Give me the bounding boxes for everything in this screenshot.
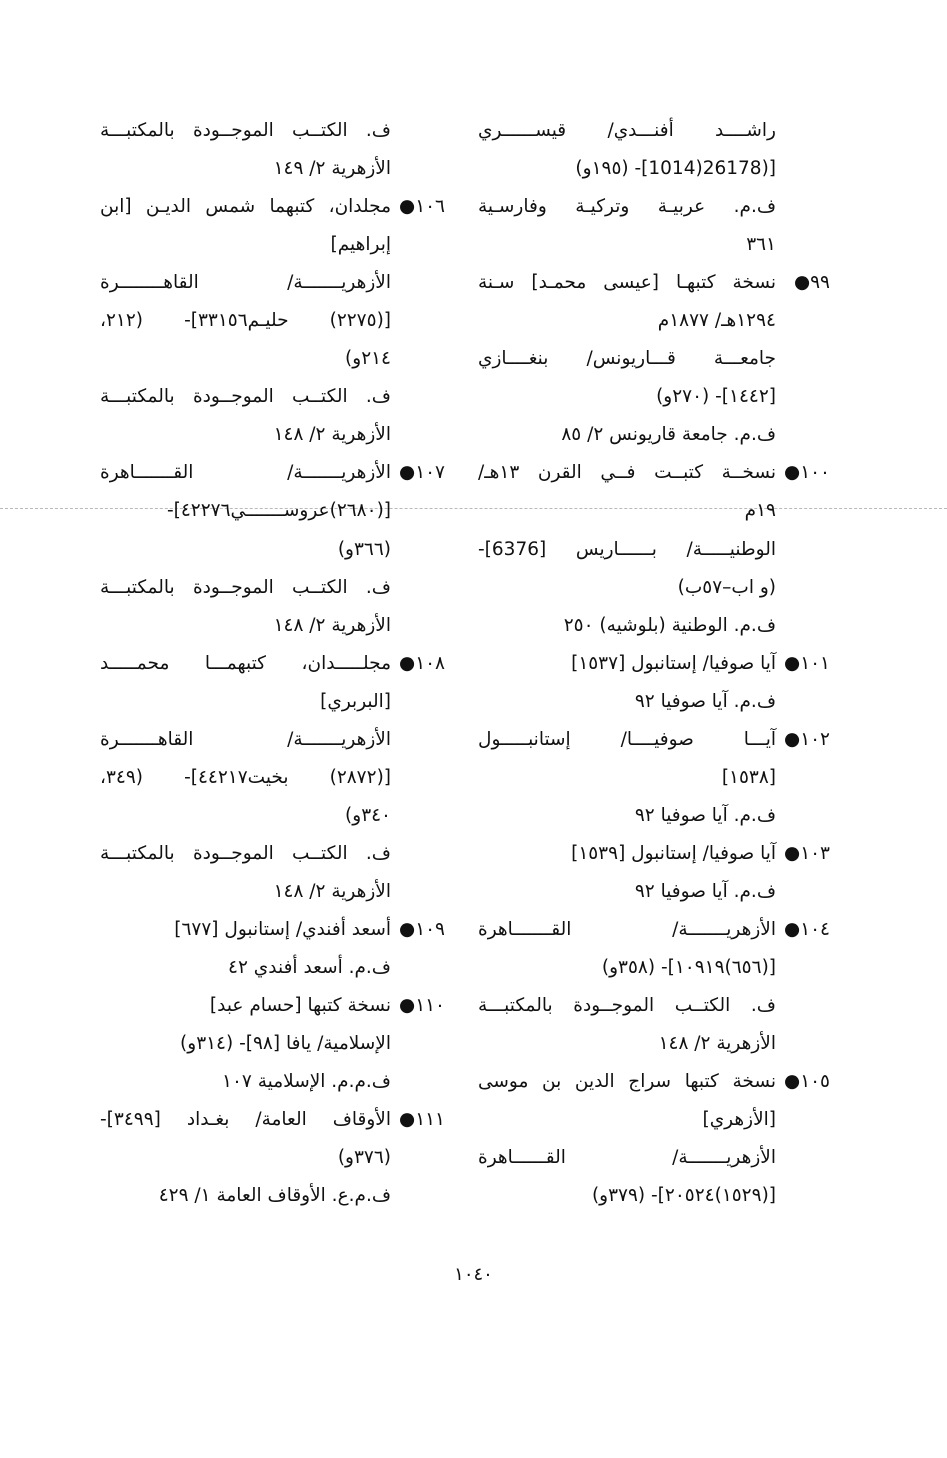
entry-line: الأزهرية ٢/ ١٤٨ bbox=[273, 880, 391, 902]
entry-line: ف.م. آيا صوفيا ٩٢ bbox=[634, 690, 776, 712]
entry-line: ف.م. الوطنية (بلوشيه) ٢٥٠ bbox=[563, 614, 776, 636]
entry-line: راشــــد أفنـــدي/ قيســــــري bbox=[478, 120, 776, 141]
entry-line: ف. الكتــب الموجــودة بالمكتبـــة bbox=[100, 576, 391, 598]
entry-number: ١٠٣● bbox=[784, 842, 830, 864]
entry-line: ف. الكتــب الموجــودة بالمكتبـــة bbox=[100, 386, 391, 408]
entry-line: ف. الكتــب الموجــودة بالمكتبـــة bbox=[478, 995, 776, 1017]
entry-text: آيـــا صوفيــــا/ إستانبـــــول bbox=[478, 728, 776, 750]
entry-line: ف. الكتــب الموجــودة بالمكتبـــة bbox=[100, 842, 391, 864]
entry-number: ١١١● bbox=[391, 1109, 445, 1131]
entry-line: الأزهريـــــــة/ القاهــــــــرة bbox=[100, 272, 391, 294]
entry-number: ١٠٨● bbox=[391, 652, 445, 674]
entry-text: الأزهريـــــــة/ القـــــــاهرة bbox=[100, 462, 391, 484]
entry-line: ١٩م bbox=[744, 500, 776, 522]
entry-line: ف.م. جامعة قاريونس ٢/ ٨٥ bbox=[561, 424, 776, 446]
entry-line: (و اب–٥٧ب) bbox=[677, 576, 776, 598]
entry-line: ١٢٩٤هـ/ ١٨٧٧م bbox=[657, 310, 776, 332]
entry-first-line bbox=[478, 454, 830, 492]
entry-line: الأزهرية ٢/ ١٤٨ bbox=[273, 424, 391, 446]
entry-line: (٣٧٦و) bbox=[337, 1147, 391, 1169]
entry-first-line bbox=[478, 1063, 830, 1101]
entry-line: ف.م.ع. الأوقاف العامة ١/ ٤٢٩ bbox=[158, 1185, 391, 1207]
entry-text: مجلدان، كتبهما شمس الديـن [ابن bbox=[100, 196, 391, 218]
entry-line: (٣٦٦و) bbox=[337, 538, 391, 560]
entry-line: [(١٥٢٩)٢٠٥٢٤]- (٣٧٩و) bbox=[591, 1185, 776, 1207]
entry-line: ف.م. عربيـة وتركيـة وفارسـية bbox=[478, 196, 776, 218]
entry-text: نسخــة كتبــت فــي القرن ١٣هـ/ bbox=[478, 462, 776, 484]
entry-text: الأوقاف العامة/ بغـداد [٣٤٩٩]- bbox=[100, 1109, 391, 1131]
entry-number: ١٠٧● bbox=[391, 462, 445, 484]
entry-text: آيا صوفيا/ إستانبول [١٥٣٩] bbox=[571, 842, 776, 864]
entry-line: ف.م. أسعد أفندي ٤٢ bbox=[228, 957, 391, 979]
entry-line: [١٤٤٢]- (٢٧٠و) bbox=[656, 386, 776, 408]
entry-line: الوطنيـــــة/ بــــــاريس [6376]- bbox=[478, 538, 776, 560]
entry-text: نسخة كتبها [حسام عبد] bbox=[209, 995, 391, 1017]
entry-first-line bbox=[100, 1101, 445, 1139]
entry-number: ١٠٢● bbox=[776, 728, 830, 750]
entry-text: نسخة كتبهـا [عيسى محمـد] سـنة bbox=[478, 272, 776, 294]
entry-number: ١٠٠● bbox=[776, 462, 830, 484]
entry-first-line bbox=[478, 911, 830, 949]
entry-first-line bbox=[100, 987, 445, 1025]
entry-first-line bbox=[478, 264, 830, 302]
entry-number: ١٠٩● bbox=[399, 918, 445, 940]
entry-line: ف.م. آيا صوفيا ٩٢ bbox=[634, 804, 776, 826]
entry-number: ١٠٥● bbox=[776, 1071, 830, 1093]
entry-line: [(٢٢٧٥) حليـم٣٣١٥٦]- (٢١٢، bbox=[100, 310, 391, 332]
entry-line: [(26178(1014]- (١٩٥و) bbox=[575, 158, 776, 180]
entry-first-line bbox=[478, 721, 830, 759]
entry-first-line bbox=[478, 835, 830, 873]
entry-text: الأزهريـــــــة/ القـــــــاهرة bbox=[478, 918, 776, 940]
entry-line: ٢١٤و) bbox=[345, 348, 391, 370]
entry-text: مجلـــــدان، كتبهمـــا محمـــــد bbox=[100, 652, 391, 674]
entry-line: الأزهرية ٢/ ١٤٨ bbox=[658, 1033, 776, 1055]
entry-line: الأزهريـــــــة/ القاهـــــــرة bbox=[100, 728, 391, 750]
entry-line: [(٦٥٦)١٠٩١٩]- (٣٥٨و) bbox=[601, 957, 776, 979]
entry-line: [(٢٦٨٠)عروســـــــي٤٢٢٧٦]- bbox=[166, 500, 391, 522]
entry-line: [الأزهري] bbox=[702, 1109, 776, 1131]
right-text-column bbox=[478, 112, 830, 1215]
entry-first-line bbox=[100, 454, 445, 492]
page-number: ١٠٤٠ bbox=[454, 1264, 493, 1285]
entry-line: ٣٤٠و) bbox=[345, 804, 391, 826]
entry-first-line bbox=[478, 645, 830, 683]
entry-line: ف.م.م. الإسلامية ١٠٧ bbox=[222, 1071, 391, 1093]
entry-line: الأزهرية ٢/ ١٤٩ bbox=[273, 158, 391, 180]
entry-number: ٩٩● bbox=[776, 272, 830, 294]
entry-line: [البربري] bbox=[320, 690, 391, 712]
entry-line: [١٥٣٨] bbox=[721, 766, 776, 788]
entry-text: نسخة كتبها سراج الدين بن موسى bbox=[478, 1071, 776, 1093]
entry-line: ٣٦١ bbox=[746, 234, 776, 256]
entry-line: ف. الكتــب الموجــودة بالمكتبـــة bbox=[100, 120, 391, 141]
entry-number: ١٠٤● bbox=[776, 918, 830, 940]
entry-line: جامعـــة قـــاريونس/ بنغــــازي bbox=[478, 348, 776, 370]
entry-number: ١٠٦● bbox=[391, 196, 445, 218]
entry-line: [(٢٨٧٢) بخيت٤٤٢١٧]- (٣٤٩، bbox=[100, 766, 391, 788]
entry-line: ف.م. آيا صوفيا ٩٢ bbox=[634, 880, 776, 902]
entry-number: ١٠١● bbox=[784, 652, 830, 674]
entry-line: الإسلامية/ يافا [٩٨]- (٣١٤و) bbox=[180, 1033, 391, 1055]
entry-first-line bbox=[100, 645, 445, 683]
entry-text: أسعد أفندي/ إستانبول [٦٧٧] bbox=[174, 918, 391, 940]
entry-first-line bbox=[100, 911, 445, 949]
entry-line: الأزهرية ٢/ ١٤٨ bbox=[273, 614, 391, 636]
left-text-column bbox=[100, 112, 445, 1215]
entry-first-line bbox=[100, 188, 445, 226]
entry-text: آيا صوفيا/ إستانبول [١٥٣٧] bbox=[571, 652, 776, 674]
entry-number: ١١٠● bbox=[399, 995, 445, 1017]
entry-line: الأزهريـــــــة/ القــــــاهرة bbox=[478, 1147, 776, 1169]
entry-line: إبراهيم] bbox=[330, 234, 391, 256]
